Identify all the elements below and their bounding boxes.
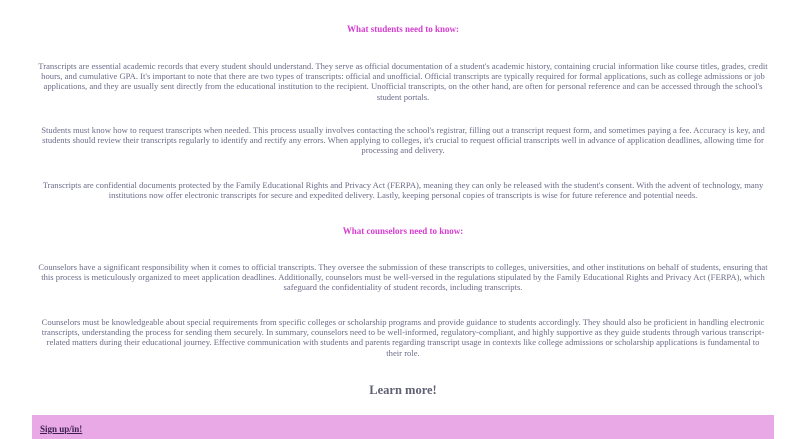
students-paragraph-2: Students must know how to request transcripts when needed. This process usually involves contacting the school's registrar, filling out a transcript request form, and sometimes paying a fee. Accuracy is key, and students should review their transcripts regularly to identify and rectify any errors. When applying to colleges, it's crucial to request official transcripts well in advance of application deadlines, allowing time for processing and delivery. <box>41 125 765 156</box>
counselors-paragraph-2: Counselors must be knowledgeable about special requirements from specific colleges or scholarship programs and provide guidance to students accordingly. They should also be proficient in handling electronic transcripts, understanding the process for sending them securely. In summary, counselors need to be well-informed, regulatory-compliant, and highly supportive as they guide students through various transcript-related matters during their educational journey. Effective communication with students and parents regarding transcript usage in contexts like college admissions or scholarship applications is fundamental to their role. <box>41 317 765 358</box>
counselors-heading: What counselors need to know: <box>342 226 464 236</box>
sign-up-in-link[interactable]: Sign up/in! <box>40 424 83 434</box>
footer-bar <box>32 415 774 439</box>
counselors-paragraph-1: Counselors have a significant responsibility when it comes to official transcripts. They oversee the submission of these transcripts to colleges, universities, and other institutions on behalf of students, ensuring that this process is meticulously organized to meet application deadlines. Additionally, counselors must be well-versed in the regulations stipulated by the Family Educational Rights and Privacy Act (FERPA), which safeguard the confidentiality of student records, including transcripts. <box>38 262 768 293</box>
students-paragraph-1: Transcripts are essential academic records that every student should understand. They serve as official documentation of a student's academic history, containing crucial information like course titles, grades, credit hours, and cumulative GPA. It's important to note that there are two types of transcripts: official and unofficial. Official transcripts are typically required for formal applications, such as college admissions or job applications, and they are usually sent directly from the educational institution to the recipient. Unofficial transcripts, on the other hand, are often for personal reference and can be accessed through the school's student portals. <box>38 61 768 102</box>
students-heading: What students need to know: <box>346 24 460 34</box>
students-paragraph-3: Transcripts are confidential documents protected by the Family Educational Rights and Privacy Act (FERPA), meaning they can only be released with the student's consent. With the advent of technology, many institutions now offer electronic transcripts for secure and expedited delivery. Lastly, keeping personal copies of transcripts is wise for future reference and potential needs. <box>42 180 764 201</box>
learn-more-heading: Learn more! <box>369 383 437 397</box>
